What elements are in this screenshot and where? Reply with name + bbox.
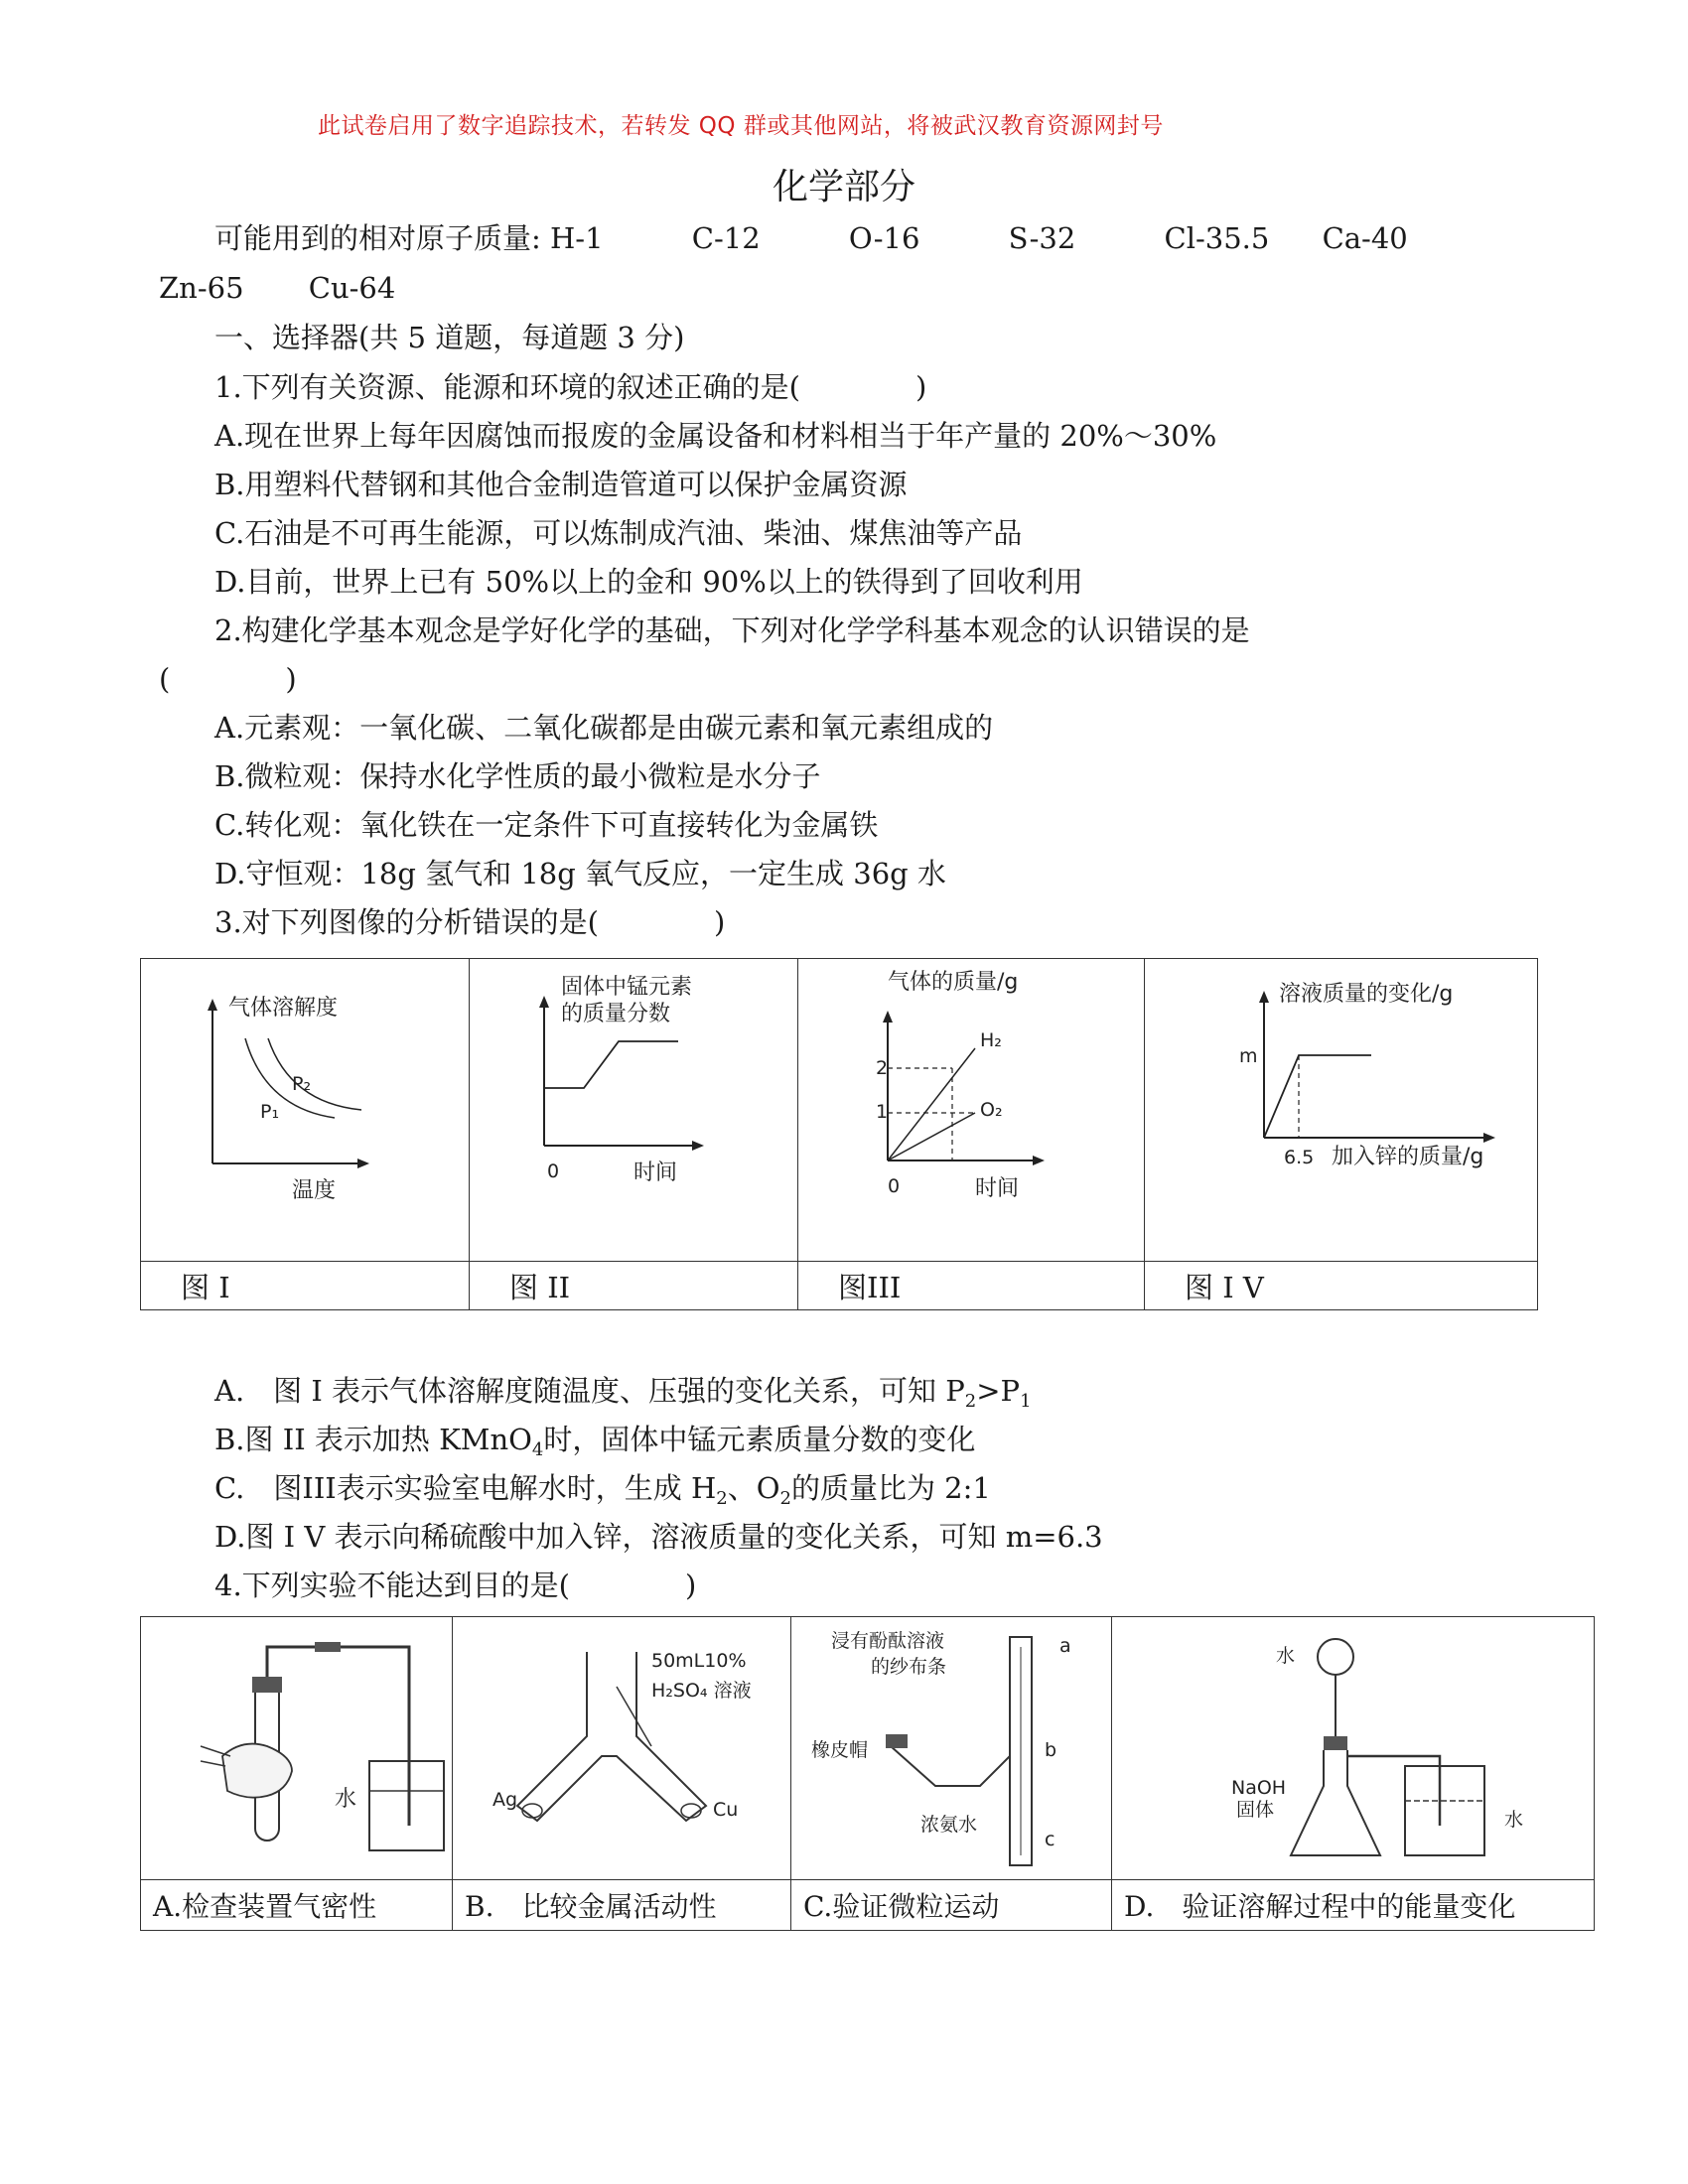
atomic-mass-item: Zn-65 [159, 271, 244, 305]
reagent-pointer [617, 1687, 651, 1746]
fig-d-water-top: 水 [1276, 1645, 1296, 1667]
q2-option-c: C.转化观：氧化铁在一定条件下可直接转化为金属铁 [214, 808, 879, 842]
fig-b-cu-label: Cu [713, 1799, 739, 1821]
q2-stem: 2.构建化学基本观念是学好化学的基础，下列对化学学科基本观念的认识错误的是 [214, 614, 1250, 647]
page-title: 化学部分 [772, 167, 915, 207]
atomic-mass-item: S-32 [1008, 221, 1076, 255]
y-axis-arrow [208, 999, 217, 1011]
fig-a-water-label: 水 [335, 1787, 357, 1812]
figure-a-airtight-apparatus [141, 1617, 452, 1875]
figure-c-cell [791, 1617, 1112, 1880]
fig3-o2-label: O₂ [980, 1099, 1003, 1121]
q4-figure-table [140, 1616, 1595, 1931]
x-axis-arrow [1033, 1156, 1045, 1165]
curve-p2 [268, 1038, 361, 1110]
fig-d-solid-line2: 固体 [1236, 1799, 1275, 1821]
fig4-ylabel: 溶液质量的变化/g [1279, 982, 1454, 1007]
fig3-line-o2 [888, 1113, 975, 1160]
y-axis-arrow [883, 1011, 893, 1023]
fig2-ylabel-line2: 的质量分数 [561, 1002, 671, 1026]
beaker [1405, 1766, 1484, 1855]
atomic-mass-item: Cl-35.5 [1164, 221, 1270, 255]
fig3-line-h2 [888, 1048, 975, 1160]
fig1-p2-label: P₂ [292, 1073, 312, 1095]
fig2-ylabel-line1: 固体中锰元素 [561, 975, 693, 1000]
figure-4-caption: 图 I V [1145, 1262, 1538, 1310]
v-tube [891, 1746, 1010, 1786]
figure-3-graph [798, 959, 1144, 1257]
figure-1-cell [141, 959, 470, 1262]
figure-1-graph [141, 959, 469, 1257]
q3-c-text: 的质量比为 2:1 [790, 1471, 991, 1505]
atomic-mass-item: Cu-64 [308, 271, 396, 305]
q3-stem: 3.对下列图像的分析错误的是( ) [214, 905, 726, 939]
fig3-origin: 0 [888, 1175, 901, 1197]
q3-option-a [214, 1371, 1032, 1422]
x-axis-arrow [692, 1141, 704, 1151]
fig2-origin: 0 [547, 1160, 560, 1182]
atomic-mass-item: C-12 [691, 221, 761, 255]
fig-c-mark-a: a [1059, 1635, 1071, 1657]
figure-4-cell [1145, 959, 1538, 1262]
figure-d-caption: D. 验证溶解过程中的能量变化 [1112, 1880, 1595, 1931]
q1-stem: 1.下列有关资源、能源和环境的叙述正确的是( ) [214, 370, 927, 404]
figure-a-caption: A.检查装置气密性 [141, 1880, 453, 1931]
q3-b-text: 时，固体中锰元素质量分数的变化 [543, 1423, 976, 1456]
q1-option-d: D.目前，世界上已有 50%以上的金和 90%以上的铁得到了回收利用 [214, 565, 1083, 599]
q3-c-text: C. 图III表示实验室电解水时，生成 H [214, 1471, 717, 1505]
figure-d-cell [1112, 1617, 1595, 1880]
figure-2-caption: 图 II [470, 1262, 798, 1310]
atomic-mass-line-2 [159, 268, 395, 308]
figure-4-graph [1145, 959, 1537, 1257]
q3-b-text: B.图 II 表示加热 KMnO [214, 1423, 532, 1456]
q2-bracket: ( ) [159, 662, 297, 696]
figure-3-cell [798, 959, 1145, 1262]
fig4-line [1264, 1055, 1371, 1138]
fig-c-ammonia-label: 浓氨水 [920, 1814, 978, 1836]
x-axis-arrow [1483, 1133, 1495, 1143]
figure-b-cell [453, 1617, 791, 1880]
q3-c-sub: 2 [779, 1488, 791, 1509]
fig3-ylabel: 气体的质量/g [888, 970, 1019, 995]
fig-d-water-right: 水 [1504, 1809, 1524, 1831]
y-axis-arrow [539, 996, 549, 1008]
q3-option-d: D.图 I V 表示向稀硫酸中加入锌，溶液质量的变化关系，可知 m=6.3 [214, 1520, 1103, 1554]
figure-c-particle-motion [791, 1617, 1111, 1875]
figure-b-y-tube [453, 1617, 790, 1875]
separatory-funnel [1318, 1639, 1353, 1675]
fig2-line [544, 1041, 678, 1088]
q3-a-sub: 1 [1020, 1391, 1032, 1412]
fig3-h2-label: H₂ [980, 1029, 1002, 1051]
q3-option-b [214, 1420, 975, 1470]
q3-a-text: >P [976, 1374, 1021, 1408]
figure-c-caption: C.验证微粒运动 [791, 1880, 1112, 1931]
fig-c-cap-label: 橡皮帽 [811, 1739, 869, 1761]
q3-c-sub: 2 [716, 1488, 728, 1509]
fig2-xlabel: 时间 [633, 1160, 678, 1185]
x-axis-arrow [357, 1159, 369, 1168]
figure-b-caption: B. 比较金属活动性 [453, 1880, 791, 1931]
conical-flask [1291, 1750, 1380, 1855]
anti-piracy-notice: 此试卷启用了数字追踪技术，若转发 QQ 群或其他网站，将被武汉教育资源网封号 [318, 113, 1164, 139]
fig4-xlabel: 加入锌的质量/g [1332, 1145, 1484, 1169]
section-heading: 一、选择器(共 5 道题，每道题 3 分) [214, 321, 685, 354]
q3-a-sub: 2 [964, 1391, 977, 1412]
atomic-mass-line [214, 218, 1408, 258]
fig4-tick-x: 6.5 [1284, 1147, 1315, 1168]
fig1-p1-label: P₁ [260, 1101, 280, 1123]
figure-2-cell [470, 959, 798, 1262]
figure-2-graph [470, 959, 797, 1257]
fig1-xlabel: 温度 [292, 1178, 337, 1203]
fig-b-reagent-line1: 50mL10% [651, 1650, 747, 1672]
q2-option-d: D.守恒观：18g 氢气和 18g 氧气反应，一定生成 36g 水 [214, 857, 946, 890]
fig-c-mark-c: c [1045, 1829, 1055, 1850]
hand [222, 1744, 292, 1798]
fig3-xlabel: 时间 [975, 1176, 1020, 1201]
q3-c-text: 、O [727, 1471, 780, 1505]
fig3-tick-2: 2 [876, 1057, 889, 1079]
fig1-ylabel: 气体溶解度 [228, 996, 339, 1021]
figure-1-caption: 图 I [141, 1262, 470, 1310]
y-axis-arrow [1259, 991, 1269, 1003]
q1-option-b: B.用塑料代替钢和其他合金制造管道可以保护金属资源 [214, 468, 908, 501]
fig3-tick-1: 1 [876, 1101, 889, 1123]
flask-stopper [1324, 1736, 1347, 1750]
q2-option-a: A.元素观：一氧化碳、二氧化碳都是由碳元素和氧元素组成的 [214, 711, 994, 745]
figure-d-dissolution-apparatus [1112, 1617, 1594, 1875]
q3-a-text: A. 图 I 表示气体溶解度随温度、压强的变化关系，可知 P [214, 1374, 965, 1408]
fig-d-solid-line1: NaOH [1231, 1777, 1287, 1799]
fig-b-ag-label: Ag [492, 1789, 518, 1811]
beaker [369, 1761, 444, 1850]
q1-option-c: C.石油是不可再生能源，可以炼制成汽油、柴油、煤焦油等产品 [214, 516, 1023, 550]
fig-c-strip-line1: 浸有酚酞溶液 [831, 1630, 945, 1652]
rubber-cap [886, 1734, 908, 1748]
rubber-joint [315, 1642, 341, 1652]
atomic-mass-item: Ca-40 [1322, 221, 1408, 255]
q1-option-a: A.现在世界上每年因腐蚀而报废的金属设备和材料相当于年产量的 20%～30% [214, 419, 1217, 453]
rubber-stopper [252, 1677, 282, 1693]
figure-3-caption: 图III [798, 1262, 1145, 1310]
atomic-mass-item: O-16 [848, 221, 920, 255]
y-shaped-tube [517, 1652, 706, 1821]
fig4-tick-m: m [1239, 1045, 1258, 1067]
fig-b-reagent-line2: H₂SO₄ 溶液 [651, 1680, 752, 1702]
fig-c-strip-line2: 的纱布条 [871, 1656, 947, 1678]
fig-c-mark-b: b [1045, 1739, 1057, 1761]
figure-a-cell [141, 1617, 453, 1880]
q3-b-sub: 4 [531, 1439, 544, 1460]
q2-option-b: B.微粒观：保持水化学性质的最小微粒是水分子 [214, 759, 821, 793]
q3-figure-table [140, 958, 1538, 1310]
q3-option-c [214, 1468, 991, 1519]
atomic-mass-item: H-1 [550, 221, 604, 255]
q4-stem: 4.下列实验不能达到目的是( ) [214, 1569, 697, 1602]
atomic-mass-label: 可能用到的相对原子质量: [214, 221, 541, 255]
